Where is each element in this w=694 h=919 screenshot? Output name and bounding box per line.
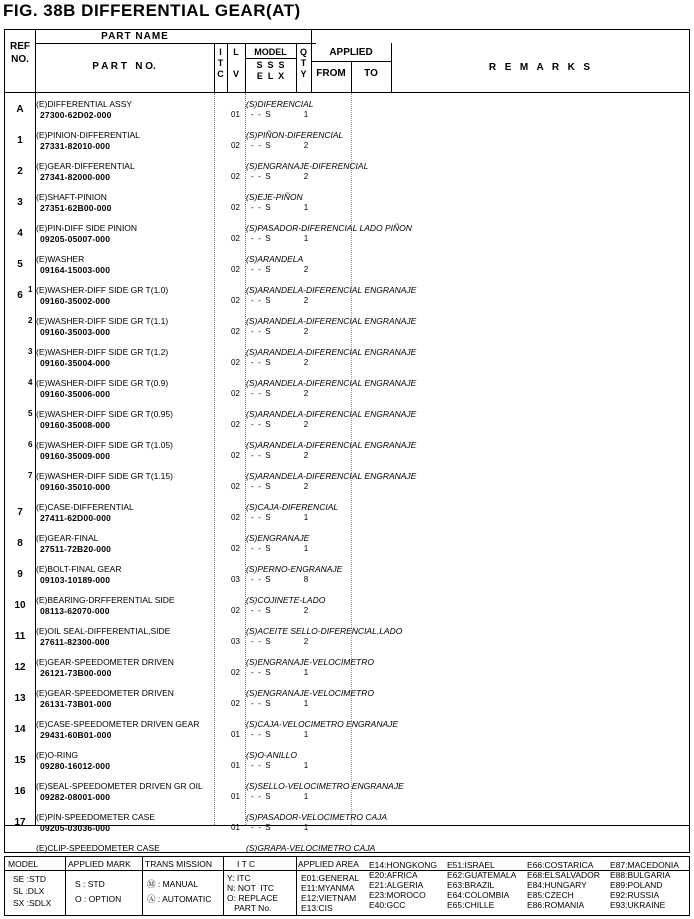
quantity-cell: 2 — [303, 327, 309, 336]
part-name-cell: (E)WASHER — [36, 254, 85, 264]
part-name-cell: (E)CASE-SPEEDOMETER DRIVEN GEAR — [36, 719, 200, 729]
level-cell: 01 — [231, 792, 240, 801]
part-number-cell: 26131-73B01-000 — [40, 699, 112, 709]
quantity-cell: 2 — [303, 265, 309, 274]
ref-no-cell: 9 — [17, 569, 23, 580]
table-row — [5, 465, 689, 496]
part-name-cell: (E)WASHER-DIFF SIDE GR T(1.0) — [36, 285, 169, 295]
remark-cell: (S)ENGRANAJE-VELOCIMETRO — [246, 657, 374, 667]
quantity-cell: 2 — [303, 451, 309, 460]
part-number-cell: 09160-35010-000 — [40, 482, 111, 492]
ref-no-cell: 10 — [14, 600, 26, 611]
from-header: FROM — [316, 68, 346, 79]
part-name-cell: (E)WASHER-DIFF SIDE GR T(0.9) — [36, 378, 169, 388]
sub-no-cell: 6 — [28, 440, 33, 449]
legend-trans-header: TRANS MISSION — [145, 859, 213, 869]
part-name-cell: (E)OIL SEAL-DIFFERENTIAL,SIDE — [36, 626, 171, 636]
table-row — [5, 775, 689, 806]
legend-div-2 — [142, 857, 143, 915]
remark-cell: (S)ENGRANAJE — [246, 533, 310, 543]
part-number-cell: 09160-35006-000 — [40, 389, 111, 399]
ref-no-cell: 6 — [17, 290, 23, 301]
remark-cell: (S)PASADOR-VELOCIMETRO CAJA — [246, 812, 388, 822]
ref-no-cell: 12 — [14, 662, 26, 673]
part-name-cell: (E)WASHER-DIFF SIDE GR T(1.15) — [36, 471, 173, 481]
remark-cell: (S)EJE-PIÑON — [246, 192, 303, 202]
quantity-cell: 1 — [303, 823, 309, 832]
level-cell: 02 — [231, 234, 240, 243]
part-name-underline — [35, 43, 316, 44]
part-number-cell: 29431-60B01-000 — [40, 730, 112, 740]
remark-cell: (S)O-ANILLO — [246, 750, 298, 760]
quantity-cell: 1 — [303, 513, 309, 522]
remark-cell: (S)PASADOR-DIFERENCIAL LADO PIÑON — [246, 223, 412, 233]
part-number-cell: 09103-10189-000 — [40, 575, 111, 585]
remark-cell: (S)ACEITE SELLO-DIFERENCIAL,LADO — [246, 626, 403, 636]
part-name-cell: (E)GEAR-FINAL — [36, 533, 99, 543]
remark-cell: (S)ARANDELA-DIFERENCIAL ENGRANAJE — [246, 347, 417, 357]
part-name-cell: (E)SEAL-SPEEDOMETER DRIVEN GR OIL — [36, 781, 203, 791]
remark-cell: (S)PERNO-ENGRANAJE — [246, 564, 343, 574]
part-number-cell: 27300-62D02-000 — [40, 110, 112, 120]
model-cell: - - S — [251, 141, 271, 150]
legend-itc-lines: Y: ITC N: NOT ITC O: REPLACE PART No. — [227, 873, 279, 913]
ref-no-cell: 2 — [17, 166, 23, 177]
table-row — [5, 186, 689, 217]
model-header: MODEL — [254, 47, 287, 57]
quantity-cell: 1 — [303, 730, 309, 739]
remark-cell: (S)ARANDELA-DIFERENCIAL ENGRANAJE — [246, 471, 417, 481]
level-cell: 02 — [231, 203, 240, 212]
legend-area-col2: E14:HONGKONG E20:AFRICA E21:ALGERIA E23:MOROCO E40:GCC — [369, 860, 438, 910]
part-name-cell: (E)GEAR-DIFFERENTIAL — [36, 161, 135, 171]
level-cell: 02 — [231, 389, 240, 398]
ref-no-cell: 1 — [17, 135, 23, 146]
part-number-cell: 09160-35002-000 — [40, 296, 111, 306]
table-row — [5, 341, 689, 372]
level-cell: 02 — [231, 513, 240, 522]
remark-cell: (S)ARANDELA-DIFERENCIAL ENGRANAJE — [246, 409, 417, 419]
quantity-cell: 1 — [303, 699, 309, 708]
level-cell: 02 — [231, 172, 240, 181]
part-number-cell: 09280-16012-000 — [40, 761, 111, 771]
model-cell: - - S — [251, 327, 271, 336]
ref-no-cell: 8 — [17, 538, 23, 549]
part-number-cell: 27351-62B00-000 — [40, 203, 112, 213]
table-row — [5, 682, 689, 713]
level-cell: 02 — [231, 699, 240, 708]
table-row — [5, 496, 689, 527]
remark-cell: (S)ENGRANAJE-DIFERENCIAL — [246, 161, 369, 171]
model-cell: - - S — [251, 823, 271, 832]
model-cell: - - S — [251, 389, 271, 398]
table-row — [5, 155, 689, 186]
part-name-cell: (E)PINION-DIFFERENTIAL — [36, 130, 140, 140]
quantity-cell: 1 — [303, 668, 309, 677]
part-number-cell: 09160-35004-000 — [40, 358, 111, 368]
model-cell: - - S — [251, 451, 271, 460]
model-cell: - - S — [251, 668, 271, 677]
table-row — [5, 558, 689, 589]
remark-cell: (S)GRAPA-VELOCIMETRO CAJA — [246, 843, 376, 853]
level-cell: 02 — [231, 420, 240, 429]
quantity-cell: 1 — [303, 761, 309, 770]
table-row — [5, 620, 689, 651]
level-cell: 02 — [231, 482, 240, 491]
table-row — [5, 372, 689, 403]
part-number-cell: 09160-35003-000 — [40, 327, 111, 337]
legend-model-header: MODEL — [8, 859, 39, 869]
quantity-cell: 2 — [303, 296, 309, 305]
legend-box — [4, 856, 690, 916]
sub-no-cell: 5 — [28, 409, 33, 418]
part-number-cell: 26121-73B00-000 — [40, 668, 112, 678]
table-row — [5, 248, 689, 279]
ref-no-cell: 14 — [14, 724, 26, 735]
model-cell: - - S — [251, 513, 271, 522]
itc-header: I T C — [217, 47, 224, 79]
model-cell: - - S — [251, 358, 271, 367]
level-cell: 01 — [231, 110, 240, 119]
part-name-cell: (E)WASHER-DIFF SIDE GR T(1.05) — [36, 440, 173, 450]
level-cell: 02 — [231, 668, 240, 677]
sub-no-cell: 7 — [28, 471, 33, 480]
remark-cell: (S)DIFERENCIAL — [246, 99, 314, 109]
part-name-cell: (E)GEAR-SPEEDOMETER DRIVEN — [36, 657, 174, 667]
remark-cell: (S)COJINETE-LADO — [246, 595, 326, 605]
quantity-cell: 1 — [303, 544, 309, 553]
part-name-cell: (E)WASHER-DIFF SIDE GR T(1.2) — [36, 347, 169, 357]
level-cell: 02 — [231, 358, 240, 367]
ref-no-cell: 3 — [17, 197, 23, 208]
level-cell: 02 — [231, 544, 240, 553]
legend-area-col5: E87:MACEDONIA E88:BULGARIA E89:POLAND E92:RUSSIA E93:UKRAINE — [610, 860, 679, 910]
part-number-cell: 09205-05007-000 — [40, 234, 111, 244]
ref-no-cell: 13 — [14, 693, 26, 704]
quantity-cell: 1 — [303, 203, 309, 212]
model-cell: - - S — [251, 730, 271, 739]
quantity-cell: 1 — [303, 234, 309, 243]
table-row — [5, 713, 689, 744]
remark-cell: (S)ARANDELA-DIFERENCIAL ENGRANAJE — [246, 378, 417, 388]
ref-no-cell: 4 — [17, 228, 23, 239]
model-cols-header: S S S E L X — [256, 60, 285, 81]
level-cell: 02 — [231, 606, 240, 615]
quantity-cell: 2 — [303, 389, 309, 398]
qty-header: Q T Y — [299, 47, 307, 79]
remark-cell: (S)CAJA-VELOCIMETRO ENGRANAJE — [246, 719, 399, 729]
model-cell: - - S — [251, 575, 271, 584]
ref-no-cell: 17 — [14, 817, 26, 828]
legend-area-col1: E01:GENERAL E11:MYANMA E12:VIETNAM E13:CIS — [301, 873, 360, 913]
model-cell: - - S — [251, 544, 271, 553]
quantity-cell: 2 — [303, 420, 309, 429]
part-name-cell: (E)O-RING — [36, 750, 79, 760]
level-cell: 02 — [231, 451, 240, 460]
applied-header: APPLIED — [329, 47, 373, 58]
part-name-cell: (E)GEAR-SPEEDOMETER DRIVEN — [36, 688, 174, 698]
model-cell: - - S — [251, 637, 271, 646]
table-row — [5, 124, 689, 155]
lv-header: L V — [232, 47, 239, 79]
quantity-cell: 2 — [303, 637, 309, 646]
quantity-cell: 2 — [303, 606, 309, 615]
sub-no-cell: 4 — [28, 378, 33, 387]
ref-no-cell: 5 — [17, 259, 23, 270]
part-name-header: PART NAME — [101, 31, 169, 42]
ref-no-cell: 15 — [14, 755, 26, 766]
legend-mark-lines: S : STD O : OPTION — [75, 879, 122, 904]
legend-div-4 — [296, 857, 297, 915]
part-name-cell: (E)CLIP-SPEEDOMETER CASE — [36, 843, 160, 853]
model-cell: - - S — [251, 265, 271, 274]
legend-mark-header: APPLIED MARK — [68, 859, 131, 869]
model-cell: - - S — [251, 420, 271, 429]
table-row — [5, 403, 689, 434]
quantity-cell: 2 — [303, 141, 309, 150]
to-header: TO — [364, 68, 378, 79]
part-name-cell: (E)WASHER-DIFF SIDE GR T(0.95) — [36, 409, 173, 419]
level-cell: 03 — [231, 575, 240, 584]
table-row — [5, 310, 689, 341]
part-number-cell: 27611-82300-000 — [40, 637, 110, 647]
table-row — [5, 434, 689, 465]
remark-cell: (S)ENGRANAJE-VELOCIMETRO — [246, 688, 374, 698]
part-name-cell: (E)CASE-DIFFERENTIAL — [36, 502, 134, 512]
sub-no-cell: 2 — [28, 316, 33, 325]
sub-no-cell: 3 — [28, 347, 33, 356]
part-number-cell: 09282-08001-000 — [40, 792, 111, 802]
remarks-header: R E M A R K S — [488, 62, 592, 73]
quantity-cell: 1 — [303, 110, 309, 119]
remark-cell: (S)ARANDELA-DIFERENCIAL ENGRANAJE — [246, 440, 417, 450]
model-cell: - - S — [251, 234, 271, 243]
remark-cell: (S)CAJA-DIFERENCIAL — [246, 502, 339, 512]
table-row — [5, 527, 689, 558]
model-cell: - - S — [251, 761, 271, 770]
level-cell: 02 — [231, 141, 240, 150]
ref-no-cell: 11 — [14, 631, 26, 642]
model-underline — [245, 58, 296, 59]
level-cell: 01 — [231, 823, 240, 832]
model-cell: - - S — [251, 296, 271, 305]
table-row — [5, 589, 689, 620]
legend-area-col3: E51:ISRAEL E62:GUATEMALA E63:BRAZIL E64:COLOMBIA E65:CHILLE — [447, 860, 517, 910]
legend-trans-lines: Ⓜ : MANUAL Ⓐ : AUTOMATIC — [147, 879, 212, 904]
table-row — [5, 279, 689, 310]
part-number-cell: 09160-35009-000 — [40, 451, 111, 461]
remark-cell: (S)ARANDELA-DIFERENCIAL ENGRANAJE — [246, 316, 417, 326]
level-cell: 02 — [231, 327, 240, 336]
part-number-cell: 27341-82000-000 — [40, 172, 111, 182]
legend-itc-header: I T C — [237, 859, 256, 869]
ref-no-header: REF NO. — [10, 41, 30, 65]
part-number-cell: 09160-35008-000 — [40, 420, 111, 430]
table-row — [5, 651, 689, 682]
ref-no-cell: 7 — [17, 507, 23, 518]
model-cell: - - S — [251, 699, 271, 708]
legend-div-3 — [223, 857, 224, 915]
part-number-cell: 27411-62D00-000 — [40, 513, 112, 523]
legend-model-lines: SE :STD SL :DLX SX :SDLX — [13, 874, 52, 908]
part-name-cell: (E)PIN-DIFF SIDE PINION — [36, 223, 138, 233]
remark-cell: (S)ARANDELA-DIFERENCIAL ENGRANAJE — [246, 285, 417, 295]
legend-div-1 — [65, 857, 66, 915]
model-cell: - - S — [251, 482, 271, 491]
level-cell: 03 — [231, 637, 240, 646]
quantity-cell: 2 — [303, 172, 309, 181]
model-cell: - - S — [251, 203, 271, 212]
part-name-cell: (E)WASHER-DIFF SIDE GR T(1.1) — [36, 316, 169, 326]
quantity-cell: 8 — [303, 575, 309, 584]
table-row — [5, 217, 689, 248]
level-cell: 01 — [231, 761, 240, 770]
legend-area-col4: E66:COSTARICA E68:ELSALVADOR E84:HUNGARY E85:CZECH E86:ROMANIA — [527, 860, 600, 910]
part-name-cell: (E)DIFFERENTIAL ASSY — [36, 99, 133, 109]
quantity-cell: 1 — [303, 792, 309, 801]
part-name-cell: (E)BOLT-FINAL GEAR — [36, 564, 122, 574]
table-row — [5, 93, 689, 124]
part-no-header: P A R T N O. — [92, 61, 156, 72]
part-number-cell: 27511-72B20-000 — [40, 544, 112, 554]
sub-no-cell: 1 — [28, 285, 33, 294]
level-cell: 01 — [231, 730, 240, 739]
remark-cell: (S)PIÑON-DIFERENCIAL — [246, 130, 344, 140]
model-cell: - - S — [251, 606, 271, 615]
part-name-cell: (E)PIN-SPEEDOMETER CASE — [36, 812, 156, 822]
part-number-cell: 09164-15003-000 — [40, 265, 111, 275]
parts-table — [4, 29, 690, 853]
table-row — [5, 744, 689, 775]
remark-cell: (S)SELLO-VELOCIMETRO ENGRANAJE — [246, 781, 404, 791]
part-number-cell: 09205-03036-000 — [40, 823, 111, 833]
model-cell: - - S — [251, 792, 271, 801]
part-name-cell: (E)SHAFT-PINION — [36, 192, 107, 202]
page-title: FIG. 38B DIFFERENTIAL GEAR(AT) — [3, 1, 301, 20]
ref-no-cell: 16 — [14, 786, 26, 797]
part-number-cell: 27331-82010-000 — [40, 141, 111, 151]
remark-cell: (S)ARANDELA — [246, 254, 304, 264]
part-number-cell: 08113-62070-000 — [40, 606, 110, 616]
legend-area-header: APPLIED AREA — [298, 859, 359, 869]
model-cell: - - S — [251, 110, 271, 119]
ref-no-cell: A — [16, 104, 24, 115]
model-cell: - - S — [251, 172, 271, 181]
quantity-cell: 2 — [303, 482, 309, 491]
quantity-cell: 2 — [303, 358, 309, 367]
level-cell: 02 — [231, 296, 240, 305]
table-row — [5, 806, 689, 837]
level-cell: 02 — [231, 265, 240, 274]
part-name-cell: (E)BEARING-DRFFERENTIAL SIDE — [36, 595, 175, 605]
